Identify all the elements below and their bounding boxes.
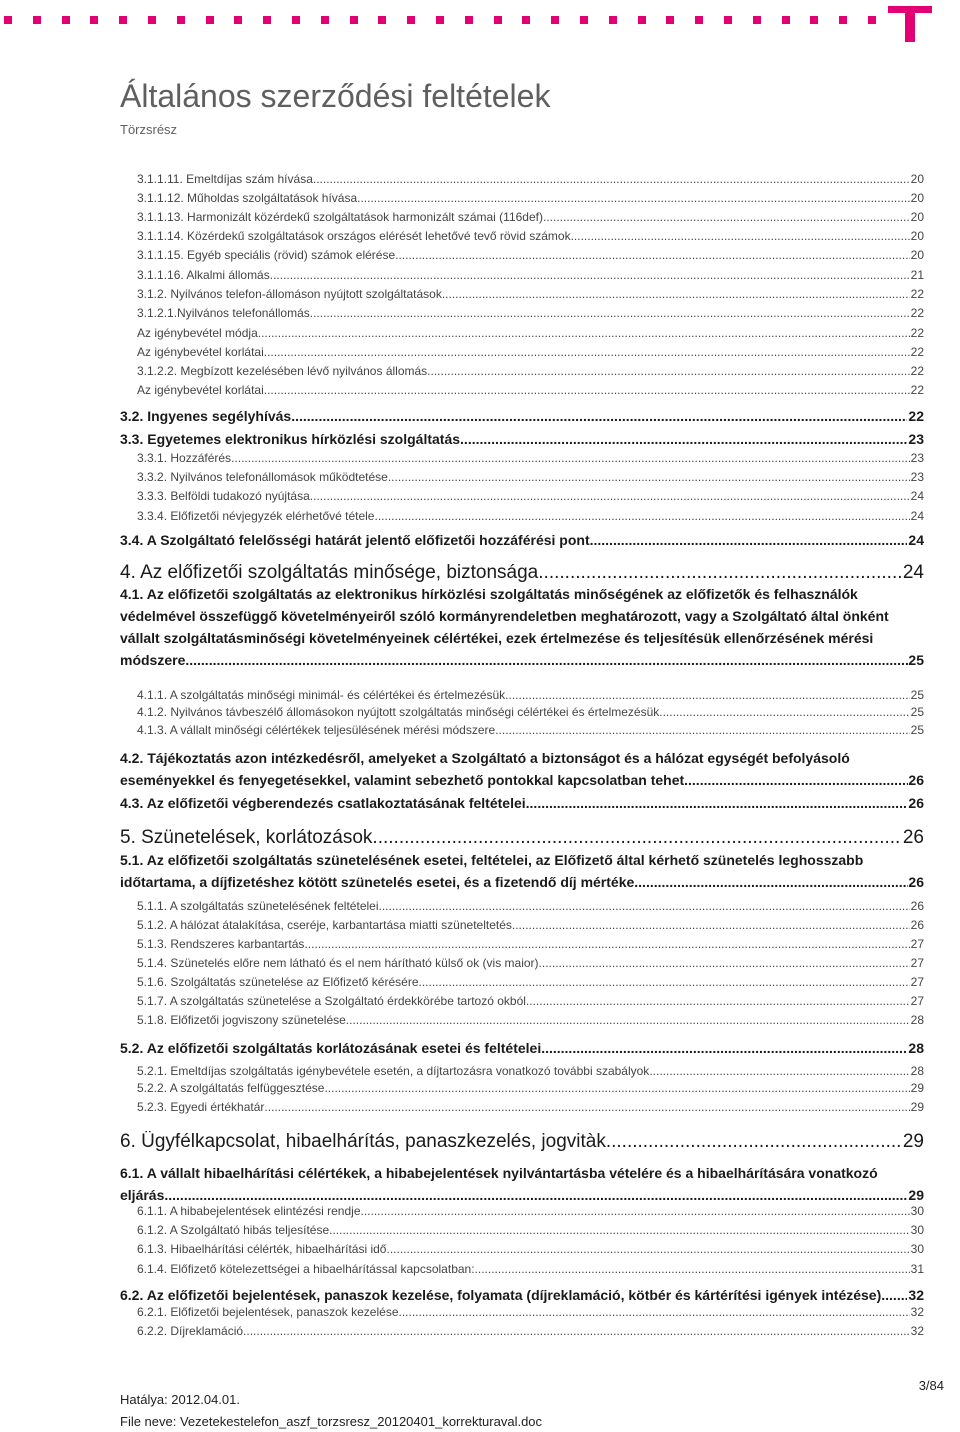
toc-leader xyxy=(495,723,909,737)
brand-dot xyxy=(206,16,214,24)
brand-dot xyxy=(695,16,703,24)
toc-entry[interactable] xyxy=(137,1305,924,1319)
toc-page-number: 29 xyxy=(910,1081,924,1095)
toc-page-number: 22 xyxy=(910,287,924,301)
footer-filename: File neve: Vezetekestelefon_aszf_torzsresz_20120401_korrekturaval.doc xyxy=(120,1414,543,1429)
brand-dot xyxy=(4,16,12,24)
toc-entry-text: 4.3. Az előfizetői végberendezés csatlakoztatásának feltételei xyxy=(120,795,526,811)
toc-leader xyxy=(606,1131,902,1153)
toc-page-number: 32 xyxy=(910,1305,924,1319)
brand-dot xyxy=(90,16,98,24)
toc-page-number: 20 xyxy=(910,172,924,186)
toc-leader xyxy=(258,326,910,340)
brand-dot xyxy=(753,16,761,24)
toc-entry[interactable] xyxy=(120,1131,924,1153)
toc-page-number: 24 xyxy=(910,489,924,503)
toc-entry-text: 3.1.1.16. Alkalmi állomás xyxy=(137,268,270,282)
brand-dot xyxy=(378,16,386,24)
toc-page-number: 32 xyxy=(910,1324,924,1338)
toc-entry-text: 4.1.3. A vállalt minőségi célértékek teljesülésének mérési módszere xyxy=(137,723,496,737)
toc-leader xyxy=(512,918,910,932)
brand-dot xyxy=(551,16,559,24)
brand-dot-strip xyxy=(0,16,880,24)
toc-entry-text: 3.1.2.2. Megbízott kezelésében lévő nyilvános állomás xyxy=(137,364,428,378)
toc-page-number: 20 xyxy=(910,248,924,262)
toc-entry[interactable] xyxy=(137,287,924,301)
toc-page-number: 20 xyxy=(910,210,924,224)
toc-page-number: 27 xyxy=(910,937,924,951)
toc-entry[interactable] xyxy=(137,1242,924,1256)
brand-dot xyxy=(407,16,415,24)
toc-entry-text: vállalt szolgáltatásminőségi követelményeinek célértékei, ezek értelmezése és teljesítésük ellenőrzésének mérési xyxy=(120,630,874,646)
toc-entry-text: 3.3.2. Nyilvános telefonállomások működtetése xyxy=(137,470,388,484)
toc-entry-text: 3.1.2. Nyilvános telefon-állomáson nyújtott szolgáltatások xyxy=(137,287,442,301)
toc-leader xyxy=(571,229,910,243)
toc-entry-text: 6.1.3. Hibaelhárítási célérték, hibaelhárítási idő xyxy=(137,1242,387,1256)
toc-page-number: 30 xyxy=(910,1223,924,1237)
toc-entry-text: 6.2.1. Előfizetői bejelentések, panaszok kezelése xyxy=(137,1305,399,1319)
toc-entry-text: eseményekkel és fenyegetésekkel, valamint sebezhető pontokkal kapcsolatban tehet xyxy=(120,772,685,788)
toc-entry-text: 3.1.1.13. Harmonizált közérdekű szolgáltatások harmonizált számai (116def) xyxy=(137,210,543,224)
toc-page-number: 23 xyxy=(908,431,924,447)
toc-page-number: 26 xyxy=(902,827,924,848)
brand-dot xyxy=(868,16,876,24)
toc-page-number: 25 xyxy=(910,705,924,719)
toc-leader xyxy=(395,248,910,262)
toc-page-number: 26 xyxy=(908,874,924,890)
toc-entry-text: 6.2. Az előfizetői bejelentések, panaszok kezelése, folyamata (díjreklamáció, kötbér és kártérítési igények intézése) xyxy=(120,1287,882,1303)
toc-leader xyxy=(538,562,902,584)
toc-entry[interactable] xyxy=(137,364,924,378)
toc-entry-text: Az igénybevétel módja xyxy=(137,326,258,340)
toc-entry-text: 3.1.1.11. Emeltdíjas szám hívása xyxy=(137,172,313,186)
toc-leader xyxy=(649,1064,909,1078)
brand-dot xyxy=(724,16,732,24)
toc-page-number: 20 xyxy=(910,191,924,205)
brand-dot xyxy=(263,16,271,24)
brand-dot xyxy=(119,16,127,24)
toc-entry-text: 4.1.2. Nyilvános távbeszélő állomásokon nyújtott szolgáltatás minőségi célértékei és értelmezésük xyxy=(137,705,660,719)
toc-entry[interactable] xyxy=(137,489,924,503)
toc-entry[interactable] xyxy=(137,688,924,702)
toc-entry[interactable] xyxy=(120,795,924,811)
toc-page-number: 26 xyxy=(910,918,924,932)
toc-entry[interactable] xyxy=(137,994,924,1008)
toc-entry-text: 4. Az előfizetői szolgáltatás minősége, biztonsága xyxy=(120,562,539,583)
toc-entry[interactable] xyxy=(137,1064,924,1078)
toc-entry-text: 5.2. Az előfizetői szolgáltatás korlátozásának esetei és feltételei xyxy=(120,1040,542,1056)
toc-entry[interactable] xyxy=(137,345,924,359)
brand-dot xyxy=(292,16,300,24)
toc-page-number: 20 xyxy=(910,229,924,243)
toc-page-number: 32 xyxy=(908,1287,924,1303)
brand-dot xyxy=(638,16,646,24)
toc-entry-text: 5.2.3. Egyedi értékhatár xyxy=(137,1100,265,1114)
toc-entry[interactable] xyxy=(137,248,924,262)
toc-leader xyxy=(543,210,910,224)
toc-entry-text: 5. Szünetelések, korlátozások xyxy=(120,827,373,848)
toc-page-number: 30 xyxy=(910,1204,924,1218)
toc-entry[interactable] xyxy=(137,268,924,282)
brand-dot xyxy=(321,16,329,24)
toc-entry-text: 6.2.2. Díjreklamáció xyxy=(137,1324,244,1338)
toc-page-number: 30 xyxy=(910,1242,924,1256)
toc-entry-text: 5.1.8. Előfizetői jogviszony szünetelése xyxy=(137,1013,346,1027)
toc-page-number: 27 xyxy=(910,956,924,970)
toc-entry-text: eljárás xyxy=(120,1187,165,1203)
toc-page-number: 22 xyxy=(910,326,924,340)
toc-leader xyxy=(388,470,910,484)
toc-entry[interactable] xyxy=(120,408,924,424)
toc-page-number: 22 xyxy=(910,383,924,397)
toc-page-number: 24 xyxy=(902,562,924,583)
toc-page-number: 26 xyxy=(908,772,924,788)
toc-leader xyxy=(270,268,910,282)
toc-entry-text: 5.1.7. A szolgáltatás szünetelése a Szolgáltató érdekkörébe tartozó okból xyxy=(137,994,526,1008)
toc-leader xyxy=(346,1013,910,1027)
toc-entry[interactable] xyxy=(137,210,924,224)
toc-entry[interactable] xyxy=(137,451,924,465)
toc-page-number: 25 xyxy=(910,723,924,737)
toc-entry-multiline[interactable] xyxy=(120,583,924,671)
toc-entry-text: 6.1. A vállalt hibaelhárítási célértékek, a hibabejelentések nyilvántartásba vételére és a hibaelhárítására vonatkozó xyxy=(120,1165,878,1181)
toc-leader xyxy=(357,191,910,205)
toc-leader xyxy=(659,705,909,719)
brand-dot xyxy=(148,16,156,24)
toc-page-number: 28 xyxy=(910,1064,924,1078)
toc-entry-text: 3.3.1. Hozzáférés xyxy=(137,451,232,465)
brand-dot xyxy=(666,16,674,24)
toc-leader xyxy=(881,1287,907,1303)
brand-dot xyxy=(810,16,818,24)
toc-leader xyxy=(541,1040,907,1056)
toc-leader xyxy=(313,172,910,186)
brand-dot xyxy=(436,16,444,24)
toc-entry[interactable] xyxy=(137,975,924,989)
toc-leader xyxy=(539,956,910,970)
brand-dot xyxy=(580,16,588,24)
toc-leader xyxy=(379,899,910,913)
toc-leader xyxy=(361,1204,910,1218)
toc-entry[interactable] xyxy=(137,509,924,523)
toc-entry[interactable] xyxy=(137,705,924,719)
toc-entry-text: 3.1.1.15. Egyéb speciális (rövid) számok elérése xyxy=(137,248,396,262)
toc-entry[interactable] xyxy=(137,956,924,970)
toc-entry[interactable] xyxy=(137,470,924,484)
toc-entry-text: 6.1.4. Előfizető kötelezettségei a hibaelhárítással kapcsolatban: xyxy=(137,1262,475,1276)
toc-entry-text: 5.1.6. Szolgáltatás szünetelése az Előfizető kérésére xyxy=(137,975,419,989)
toc-leader xyxy=(427,364,909,378)
toc-entry-multiline[interactable] xyxy=(120,849,924,893)
toc-entry[interactable] xyxy=(137,172,924,186)
toc-page-number: 21 xyxy=(910,268,924,282)
toc-leader xyxy=(164,1184,908,1206)
toc-entry[interactable] xyxy=(120,532,924,548)
toc-page-number: 23 xyxy=(910,470,924,484)
toc-leader xyxy=(324,1081,909,1095)
toc-entry-text: védelmével összefüggő követelményeiről szóló kormányrendeletben meghatározott, vagy a Szolgáltató által önként xyxy=(120,608,889,624)
toc-entry-text: 5.1.1. A szolgáltatás szünetelésének feltételei xyxy=(137,899,379,913)
toc-entry[interactable] xyxy=(120,562,924,584)
toc-entry[interactable] xyxy=(137,191,924,205)
toc-entry[interactable] xyxy=(137,1013,924,1027)
toc-entry-multiline[interactable] xyxy=(120,1162,924,1206)
toc-entry[interactable] xyxy=(137,1081,924,1095)
toc-leader xyxy=(291,408,907,424)
toc-page-number: 29 xyxy=(908,1187,924,1203)
toc-entry-text: 4.2. Tájékoztatás azon intézkedésről, amelyeket a Szolgáltató a biztonságot és a hálózat egységét befolyásoló xyxy=(120,750,850,766)
brand-dot xyxy=(609,16,617,24)
brand-dot xyxy=(350,16,358,24)
toc-entry-text: 3.2. Ingyenes segélyhívás xyxy=(120,408,292,424)
toc-entry[interactable] xyxy=(137,899,924,913)
toc-entry[interactable] xyxy=(137,229,924,243)
toc-entry-text: 5.2.2. A szolgáltatás felfüggesztése xyxy=(137,1081,325,1095)
toc-page-number: 23 xyxy=(910,451,924,465)
toc-entry[interactable] xyxy=(137,1262,924,1276)
toc-entry[interactable] xyxy=(137,1204,924,1218)
telekom-logo-icon xyxy=(888,6,932,42)
toc-leader xyxy=(399,1305,910,1319)
toc-leader xyxy=(243,1324,910,1338)
toc-page-number: 28 xyxy=(908,1040,924,1056)
toc-entry[interactable] xyxy=(120,827,924,849)
toc-page-number: 29 xyxy=(902,1131,924,1152)
toc-entry-text: 3.1.1.12. Műholdas szolgáltatások hívása xyxy=(137,191,358,205)
toc-entry[interactable] xyxy=(137,1324,924,1338)
toc-leader xyxy=(442,287,910,301)
toc-page-number: 26 xyxy=(908,795,924,811)
toc-entry-multiline[interactable] xyxy=(120,747,924,791)
toc-entry-text: 6.1.2. A Szolgáltató hibás teljesítése xyxy=(137,1223,330,1237)
toc-entry-text: 5.1. Az előfizetői szolgáltatás szünetelésének esetei, feltételei, az Előfizető által kérhető szünetelés leghosszabb xyxy=(120,852,864,868)
toc-entry-text: 5.1.3. Rendszeres karbantartás xyxy=(137,937,305,951)
toc-leader xyxy=(684,769,908,791)
footer-effective-date: Hatálya: 2012.04.01. xyxy=(120,1392,240,1407)
toc-leader xyxy=(264,1100,909,1114)
toc-leader xyxy=(231,451,910,465)
toc-leader xyxy=(460,431,907,447)
toc-page-number: 22 xyxy=(908,408,924,424)
toc-entry-text: 3.1.2.1.Nyilvános telefonállomás xyxy=(137,306,310,320)
toc-entry[interactable] xyxy=(137,1223,924,1237)
toc-entry-text: Az igénybevétel korlátai xyxy=(137,345,264,359)
toc-leader xyxy=(264,383,910,397)
toc-entry-text: 3.4. A Szolgáltató felelősségi határát jelentő előfizetői hozzáférési pont xyxy=(120,532,590,548)
toc-leader xyxy=(505,688,909,702)
toc-leader xyxy=(634,871,908,893)
toc-page-number: 22 xyxy=(910,364,924,378)
toc-entry-text: időtartama, a díjfizetéshez kötött szünetelés esetei, és a fizetendő díj mértéke xyxy=(120,874,635,890)
toc-entry[interactable] xyxy=(137,918,924,932)
toc-entry[interactable] xyxy=(137,937,924,951)
toc-leader xyxy=(310,306,910,320)
toc-entry[interactable] xyxy=(120,431,924,447)
toc-leader xyxy=(264,345,910,359)
toc-entry-text: módszere xyxy=(120,652,186,668)
toc-leader xyxy=(329,1223,910,1237)
page-title: Általános szerződési feltételek xyxy=(120,78,551,114)
toc-entry[interactable] xyxy=(137,306,924,320)
toc-entry-text: 5.2.1. Emeltdíjas szolgáltatás igénybevétele esetén, a díjtartozásra vonatkozó további szabályok xyxy=(137,1064,650,1078)
toc-entry-text: 4.1.1. A szolgáltatás minőségi minimál- és célértékei és értelmezésük xyxy=(137,688,506,702)
toc-leader xyxy=(419,975,910,989)
toc-page-number: 25 xyxy=(910,688,924,702)
toc-leader xyxy=(475,1262,910,1276)
page-subtitle: Törzsrész xyxy=(120,122,178,137)
toc-page-number: 29 xyxy=(910,1100,924,1114)
toc-page-number: 28 xyxy=(910,1013,924,1027)
toc-entry-text: 3.3. Egyetemes elektronikus hírközlési szolgáltatás xyxy=(120,431,461,447)
brand-dot xyxy=(839,16,847,24)
toc-page-number: 22 xyxy=(910,345,924,359)
page-number: 3/84 xyxy=(918,1378,944,1393)
toc-page-number: 24 xyxy=(908,532,924,548)
toc-page-number: 25 xyxy=(908,652,924,668)
toc-entry[interactable] xyxy=(137,1100,924,1114)
brand-dot xyxy=(33,16,41,24)
brand-dot xyxy=(234,16,242,24)
toc-entry-text: 4.1. Az előfizetői szolgáltatás az elektronikus hírközlési szolgáltatás minőségének az előfizetők és felhasználók xyxy=(120,586,858,602)
toc-entry[interactable] xyxy=(137,723,924,737)
toc-entry-text: 3.1.1.14. Közérdekű szolgáltatások országos elérését lehetővé tevő rövid számok xyxy=(137,229,571,243)
toc-page-number: 27 xyxy=(910,994,924,1008)
toc-entry-text: 3.3.3. Belföldi tudakozó nyújtása xyxy=(137,489,310,503)
toc-page-number: 22 xyxy=(910,306,924,320)
brand-dot xyxy=(782,16,790,24)
toc-leader xyxy=(590,532,908,548)
toc-page-number: 27 xyxy=(910,975,924,989)
toc-page-number: 24 xyxy=(910,509,924,523)
toc-entry-text: Az igénybevétel korlátai xyxy=(137,383,264,397)
toc-entry-text: 6.1.1. A hibabejelentések elintézési rendje xyxy=(137,1204,361,1218)
toc-leader xyxy=(310,489,910,503)
toc-entry[interactable] xyxy=(120,1287,924,1303)
brand-dot xyxy=(62,16,70,24)
brand-dot xyxy=(494,16,502,24)
toc-leader xyxy=(304,937,909,951)
toc-entry-text: 6. Ügyfélkapcsolat, hibaelhárítás, panaszkezelés, jogvitàk xyxy=(120,1131,606,1152)
toc-entry-text: 5.1.4. Szünetelés előre nem látható és el nem hárítható külső ok (vis maior) xyxy=(137,956,539,970)
toc-leader xyxy=(185,649,908,671)
toc-entry[interactable] xyxy=(137,326,924,340)
toc-page-number: 31 xyxy=(910,1262,924,1276)
toc-entry-text: 5.1.2. A hálózat átalakítása, cseréje, karbantartása miatti szüneteltetés xyxy=(137,918,512,932)
brand-dot xyxy=(522,16,530,24)
toc-entry[interactable] xyxy=(120,1040,924,1056)
toc-leader xyxy=(374,509,909,523)
toc-leader xyxy=(526,994,910,1008)
toc-page-number: 26 xyxy=(910,899,924,913)
brand-dot xyxy=(465,16,473,24)
toc-entry-text: 3.3.4. Előfizetői névjegyzék elérhetővé tétele xyxy=(137,509,375,523)
brand-dot xyxy=(177,16,185,24)
toc-leader xyxy=(386,1242,909,1256)
toc-leader xyxy=(372,827,901,849)
toc-leader xyxy=(526,795,908,811)
toc-entry[interactable] xyxy=(137,383,924,397)
